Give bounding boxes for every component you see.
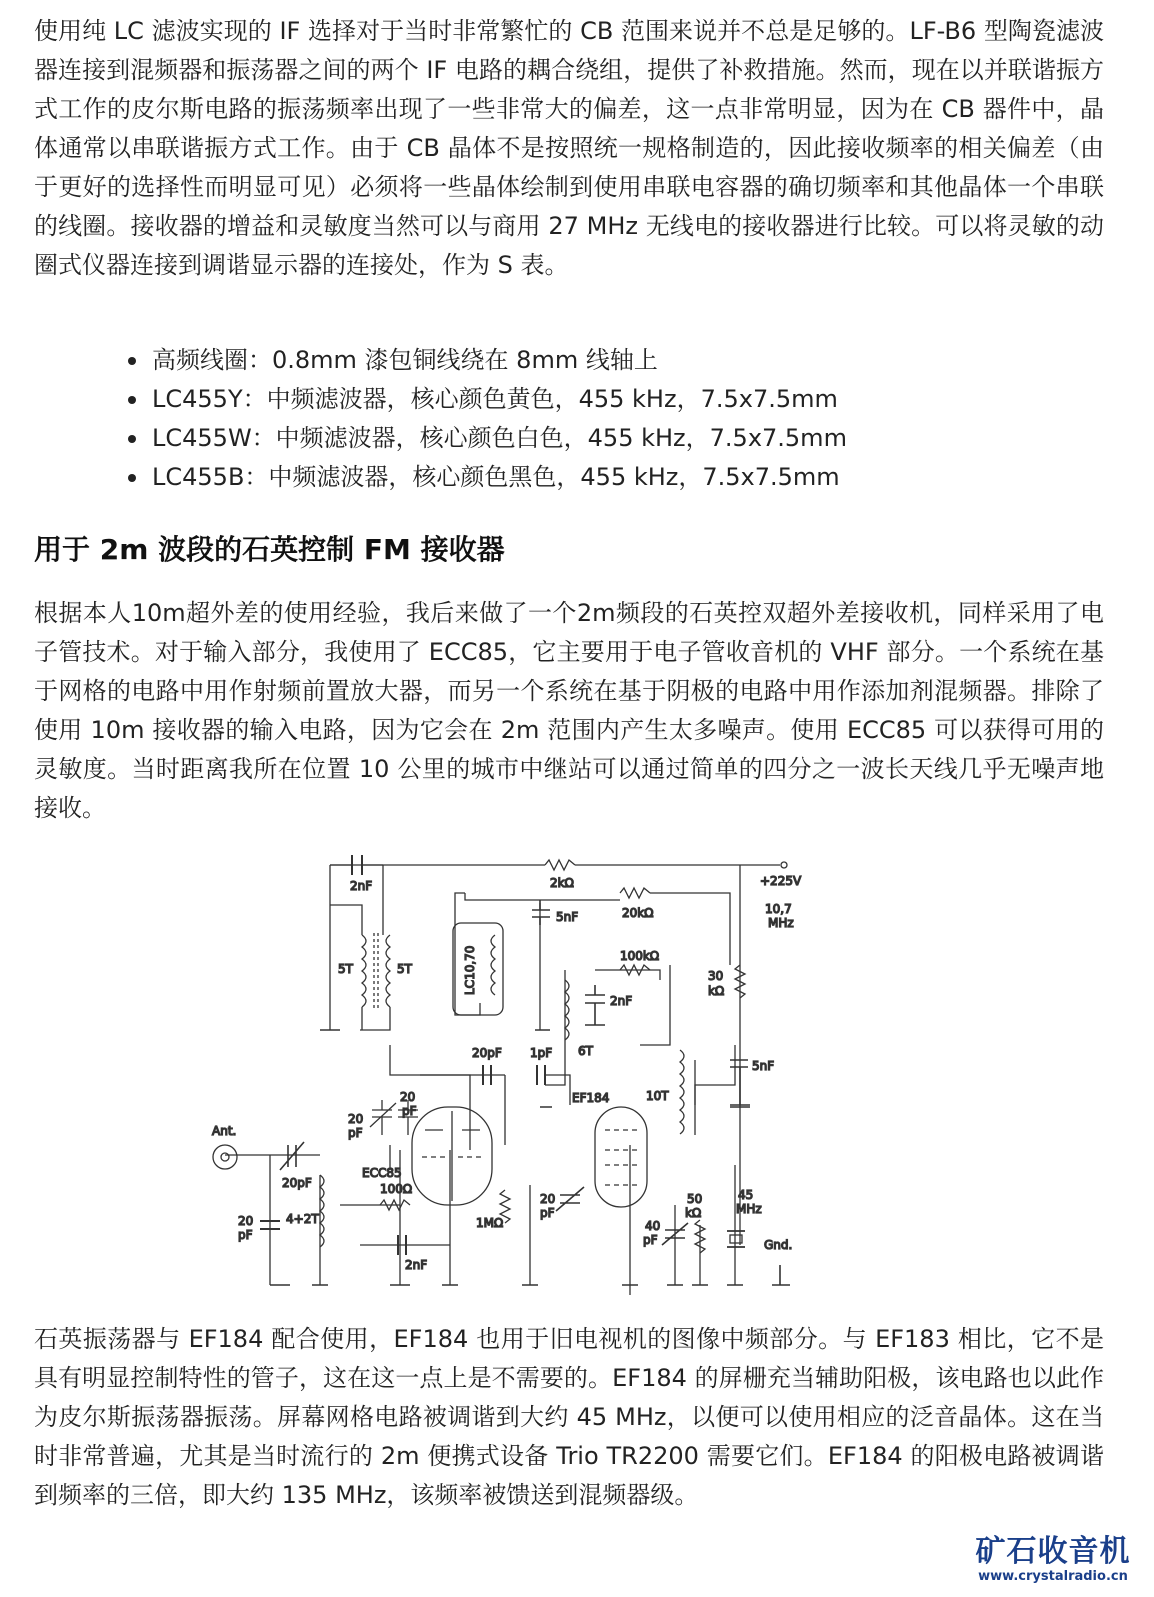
- list-item: LC455Y：中频滤波器，核心颜色黄色，455 kHz，7.5x7.5mm: [118, 380, 847, 419]
- label-c-40pf: 40: [645, 1219, 661, 1233]
- label-freq-if: 10,7: [765, 902, 792, 916]
- capacitor: [532, 900, 550, 925]
- label-r-30k: 30: [708, 969, 724, 983]
- if-filter-coil: [491, 935, 495, 995]
- label-c-20pf-in: 20: [238, 1214, 254, 1228]
- label-c-40pf-unit: pF: [643, 1233, 658, 1247]
- label-c-5nf-b: 5nF: [752, 1059, 775, 1073]
- label-tube-ef184: EF184: [572, 1091, 610, 1105]
- label-c-2nf-mid: 2nF: [610, 994, 633, 1008]
- label-coil-5t-right: 5T: [397, 962, 412, 976]
- site-watermark-logo: [958, 1535, 1148, 1585]
- label-c-20pf-ant: 20pF: [282, 1176, 312, 1190]
- label-c-5nf-a: 5nF: [556, 910, 579, 924]
- label-coil-5t-left: 5T: [338, 962, 353, 976]
- label-r-100k: 100kΩ: [620, 949, 660, 963]
- component-list: [118, 341, 847, 497]
- antenna-connector: [213, 1145, 237, 1169]
- label-c-20pf-trim-b-unit: pF: [402, 1104, 417, 1118]
- list-item: LC455B：中频滤波器，核心颜色黑色，455 kHz，7.5x7.5mm: [118, 458, 847, 497]
- label-xtal: 45: [738, 1188, 754, 1202]
- label-tube-ecc85: ECC85: [362, 1166, 402, 1180]
- coil-4-2t: [320, 1175, 324, 1247]
- label-r-50k-unit: kΩ: [685, 1206, 702, 1220]
- coil-10t: [680, 1050, 684, 1134]
- label-xtal-unit: MHz: [736, 1202, 762, 1216]
- antenna-pin: [221, 1153, 229, 1161]
- circuit-schematic: [200, 845, 810, 1295]
- label-r-1m: 1MΩ: [476, 1216, 504, 1230]
- list-item: 高频线圈：0.8mm 漆包铜线绕在 8mm 线轴上: [118, 341, 847, 380]
- tube-ef184: [595, 1107, 647, 1207]
- terminal-plus: [781, 862, 787, 868]
- list-item: LC455W：中频滤波器，核心颜色白色，455 kHz，7.5x7.5mm: [118, 419, 847, 458]
- paragraph-2m-receiver: 根据本人10m超外差的使用经验，我后来做了一个2m频段的石英控双超外差接收机，同样采用了电子管技术。对于输入部分，我使用了 ECC85，它主要用于电子管收音机的 VHF 部分。一个系统在基于网格的电路中用作射频前置放大器，而另一个系统在基于阴极的电路中用作添加剂混频器。排除了使用 10m 接收器的输入电路，因为它会在 2m 范围内产生太多噪声。使用 ECC85 可以获得可用的灵敏度。当时距离我所在位置 10 公里的城市中继站可以通过简单的四分之一波长天线几乎无噪声地接收。: [34, 599, 1104, 822]
- label-r-20k: 20kΩ: [622, 906, 654, 920]
- label-c-2nf-bot: 2nF: [405, 1258, 428, 1272]
- trimmer-capacitor: [280, 1142, 304, 1170]
- watermark-url: www.crystalradio.cn: [978, 1569, 1128, 1584]
- trimmer-capacitor: [556, 1187, 584, 1211]
- label-coil-10t: 10T: [646, 1089, 669, 1103]
- section-heading: 用于 2m 波段的石英控制 FM 接收器: [34, 533, 505, 566]
- label-c-20pf-trim-a-unit: pF: [348, 1126, 363, 1140]
- label-coil-4-2t: 4+2T: [286, 1212, 319, 1226]
- paragraph-cb-filter: 使用纯 LC 滤波实现的 IF 选择对于当时非常繁忙的 CB 范围来说并不总是足够的。LF-B6 型陶瓷滤波器连接到混频器和振荡器之间的两个 IF 电路的耦合绕组，提供了补救措施。然而，现在以并联谐振方式工作的皮尔斯电路的振荡频率出现了一些非常大的偏差，这一点非常明显，因为在 CB 器件中，晶体通常以串联谐振方式工作。由于 CB 晶体不是按照统一规格制造的，因此接收频率的相关偏差（由于更好的选择性而明显可见）必须将一些晶体绘制到使用串联电容器的确切频率和其他晶体一个串联的线圈。接收器的增益和灵敏度当然可以与商用 27 MHz 无线电的接收器进行比较。可以将灵敏的动圈式仪器连接到调谐显示器的连接处，作为 S 表。: [34, 17, 1104, 279]
- label-v-plus: +225V: [760, 874, 802, 888]
- label-c-1pf: 1pF: [530, 1046, 553, 1060]
- label-c-20pf-trim-b: 20: [400, 1090, 416, 1104]
- label-c-20pf-in-unit: pF: [238, 1228, 253, 1242]
- label-r-100: 100Ω: [380, 1182, 413, 1196]
- label-freq-if-unit: MHz: [768, 916, 794, 930]
- label-r-2k: 2kΩ: [550, 876, 574, 890]
- watermark-title: 矿石收音机: [975, 1534, 1131, 1569]
- label-r-50k: 50: [687, 1192, 703, 1206]
- label-c-2nf-top: 2nF: [350, 879, 373, 893]
- label-coil-6t: 6T: [578, 1044, 593, 1058]
- label-r-30k-unit: kΩ: [708, 984, 725, 998]
- label-c-20pf-grid-unit: pF: [540, 1206, 555, 1220]
- label-antenna: Ant.: [212, 1124, 237, 1138]
- paragraph-oscillator: 石英振荡器与 EF184 配合使用，EF184 也用于旧电视机的图像中频部分。与 EF183 相比，它不是具有明显控制特性的管子，这在这一点上是不需要的。EF184 的屏栅充当辅助阳极，该电路也以此作为皮尔斯振荡器振荡。屏幕网格电路被调谐到大约 45 MHz，以便可以使用相应的泛音晶体。这在当时非常普遍，尤其是当时流行的 2m 便携式设备 Trio TR2200 需要它们。EF184 的阳极电路被调谐到频率的三倍，即大约 135 MHz，该频率被馈送到混频器级。: [34, 1325, 1104, 1509]
- resistor-20k: [620, 888, 650, 898]
- label-lc-filter: LC10,70: [463, 945, 477, 995]
- label-gnd: Gnd.: [764, 1238, 793, 1252]
- if-filter-can: [453, 923, 503, 1015]
- label-c-20pf-couple: 20pF: [472, 1046, 502, 1060]
- capacitor: [585, 985, 605, 1025]
- label-c-20pf-trim-a: 20: [348, 1112, 364, 1126]
- resistor-2k: [545, 860, 575, 870]
- crystal: [727, 1231, 745, 1247]
- label-c-20pf-grid: 20: [540, 1192, 556, 1206]
- capacitor: [730, 1060, 750, 1105]
- tube-ecc85: [412, 1107, 492, 1205]
